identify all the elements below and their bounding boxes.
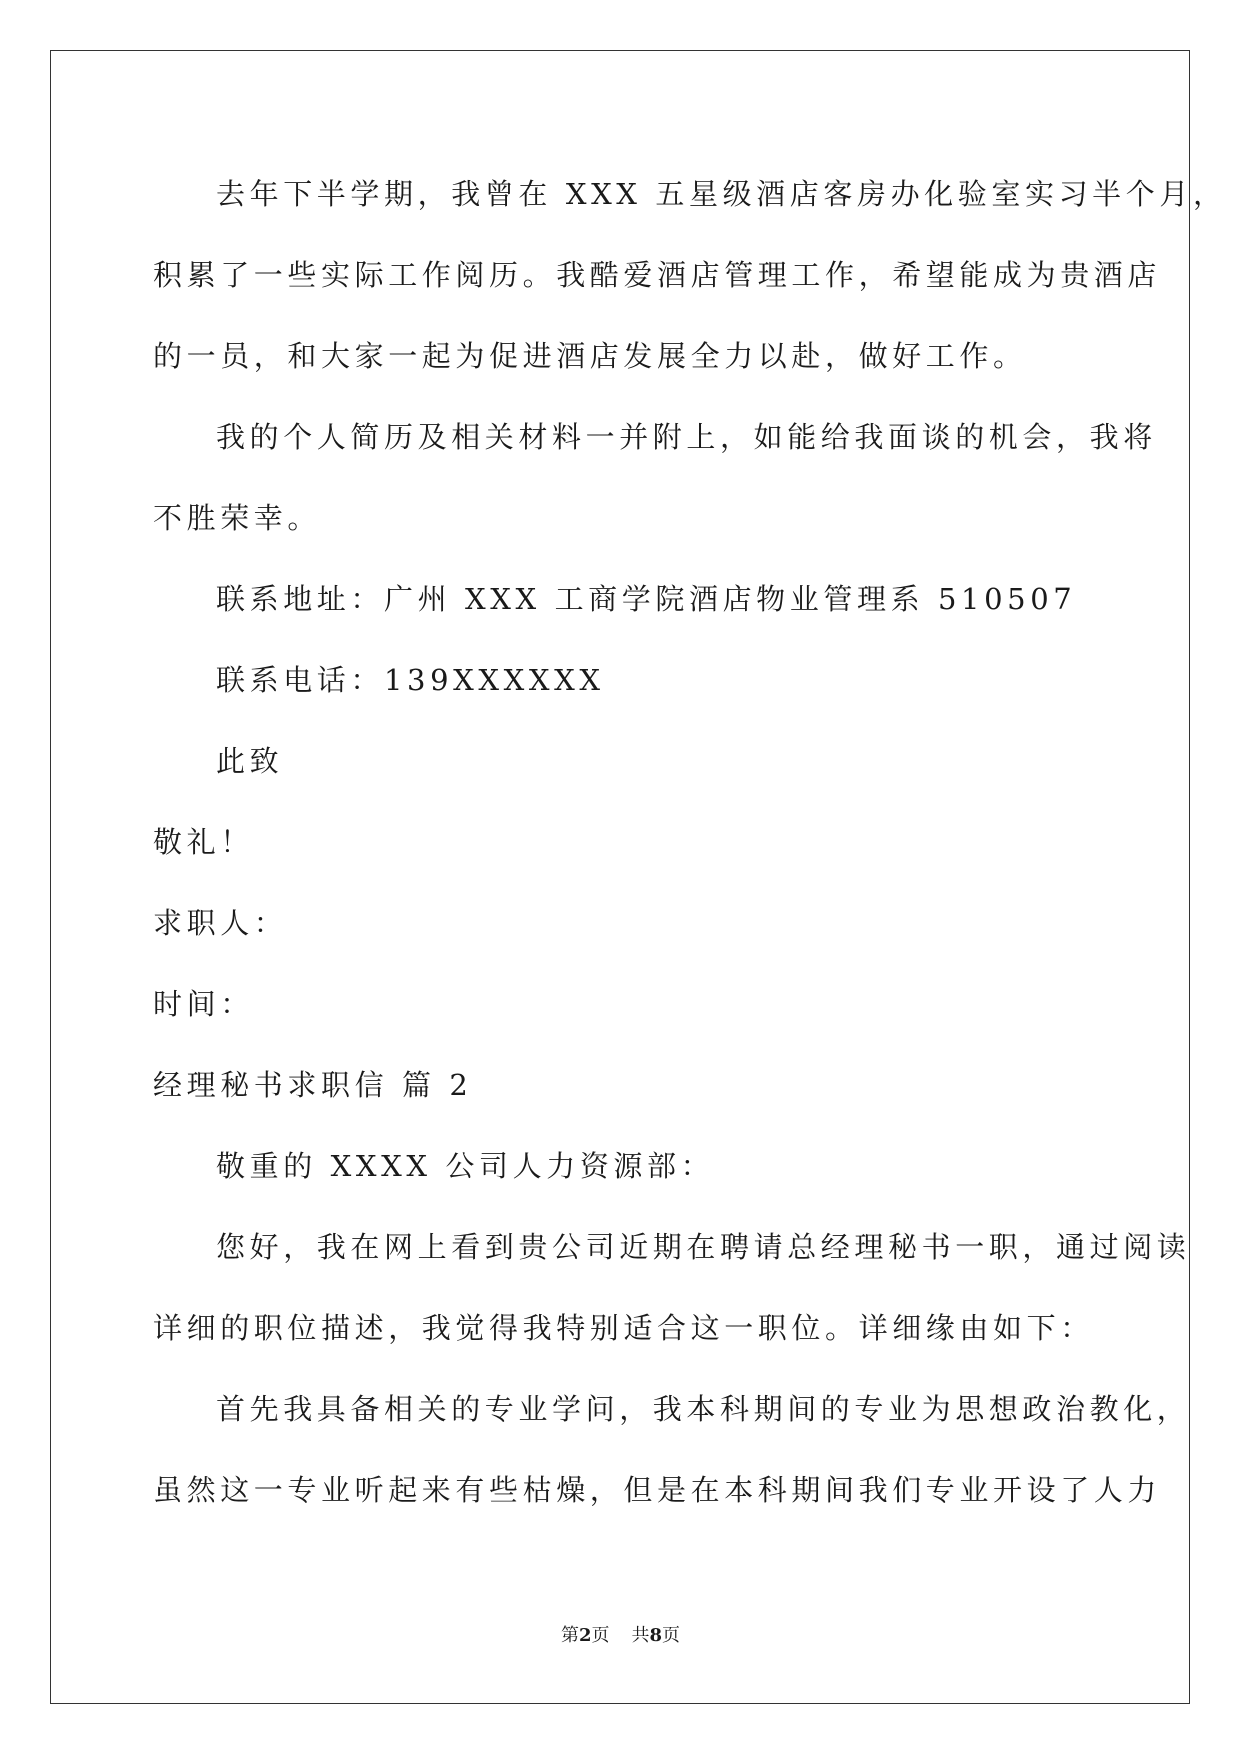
contact-phone: 联系电话：139XXXXXX bbox=[216, 663, 605, 697]
date-label: 时间： bbox=[153, 987, 254, 1021]
body-line: 首先我具备相关的专业学问，我本科期间的专业为思想政治教化， bbox=[216, 1392, 1191, 1426]
body-line: 积累了一些实际工作阅历。我酷爱酒店管理工作，希望能成为贵酒店 bbox=[153, 258, 1162, 292]
page-border bbox=[50, 50, 1190, 1704]
body-line: 不胜荣幸。 bbox=[153, 501, 322, 535]
page-current-number: 2 bbox=[578, 1625, 592, 1646]
page-prefix: 第 bbox=[560, 1625, 579, 1646]
letter-greeting: 敬重的 XXXX 公司人力资源部： bbox=[216, 1149, 715, 1183]
total-prefix: 共 bbox=[631, 1625, 650, 1646]
page-mid: 页 bbox=[591, 1625, 610, 1646]
total-suffix: 页 bbox=[662, 1625, 681, 1646]
page-total-number: 8 bbox=[649, 1625, 663, 1646]
contact-address: 联系地址：广州 XXX 工商学院酒店物业管理系 510507 bbox=[216, 582, 1077, 616]
applicant-label: 求职人： bbox=[153, 906, 288, 940]
body-line: 的一员，和大家一起为促进酒店发展全力以赴，做好工作。 bbox=[153, 339, 1027, 373]
section-heading: 经理秘书求职信 篇 2 bbox=[153, 1068, 473, 1102]
closing-regards: 敬礼！ bbox=[153, 825, 254, 859]
body-line: 详细的职位描述，我觉得我特别适合这一职位。详细缘由如下： bbox=[153, 1311, 1094, 1345]
body-line: 我的个人简历及相关材料一并附上，如能给我面谈的机会，我将 bbox=[216, 420, 1157, 454]
body-line: 您好，我在网上看到贵公司近期在聘请总经理秘书一职，通过阅读 bbox=[216, 1230, 1191, 1264]
body-line: 虽然这一专业听起来有些枯燥，但是在本科期间我们专业开设了人力 bbox=[153, 1473, 1162, 1507]
body-line: 去年下半学期，我曾在 XXX 五星级酒店客房办化验室实习半个月， bbox=[216, 177, 1227, 211]
closing-salutation: 此致 bbox=[216, 744, 284, 778]
page-footer bbox=[0, 1624, 1241, 1648]
